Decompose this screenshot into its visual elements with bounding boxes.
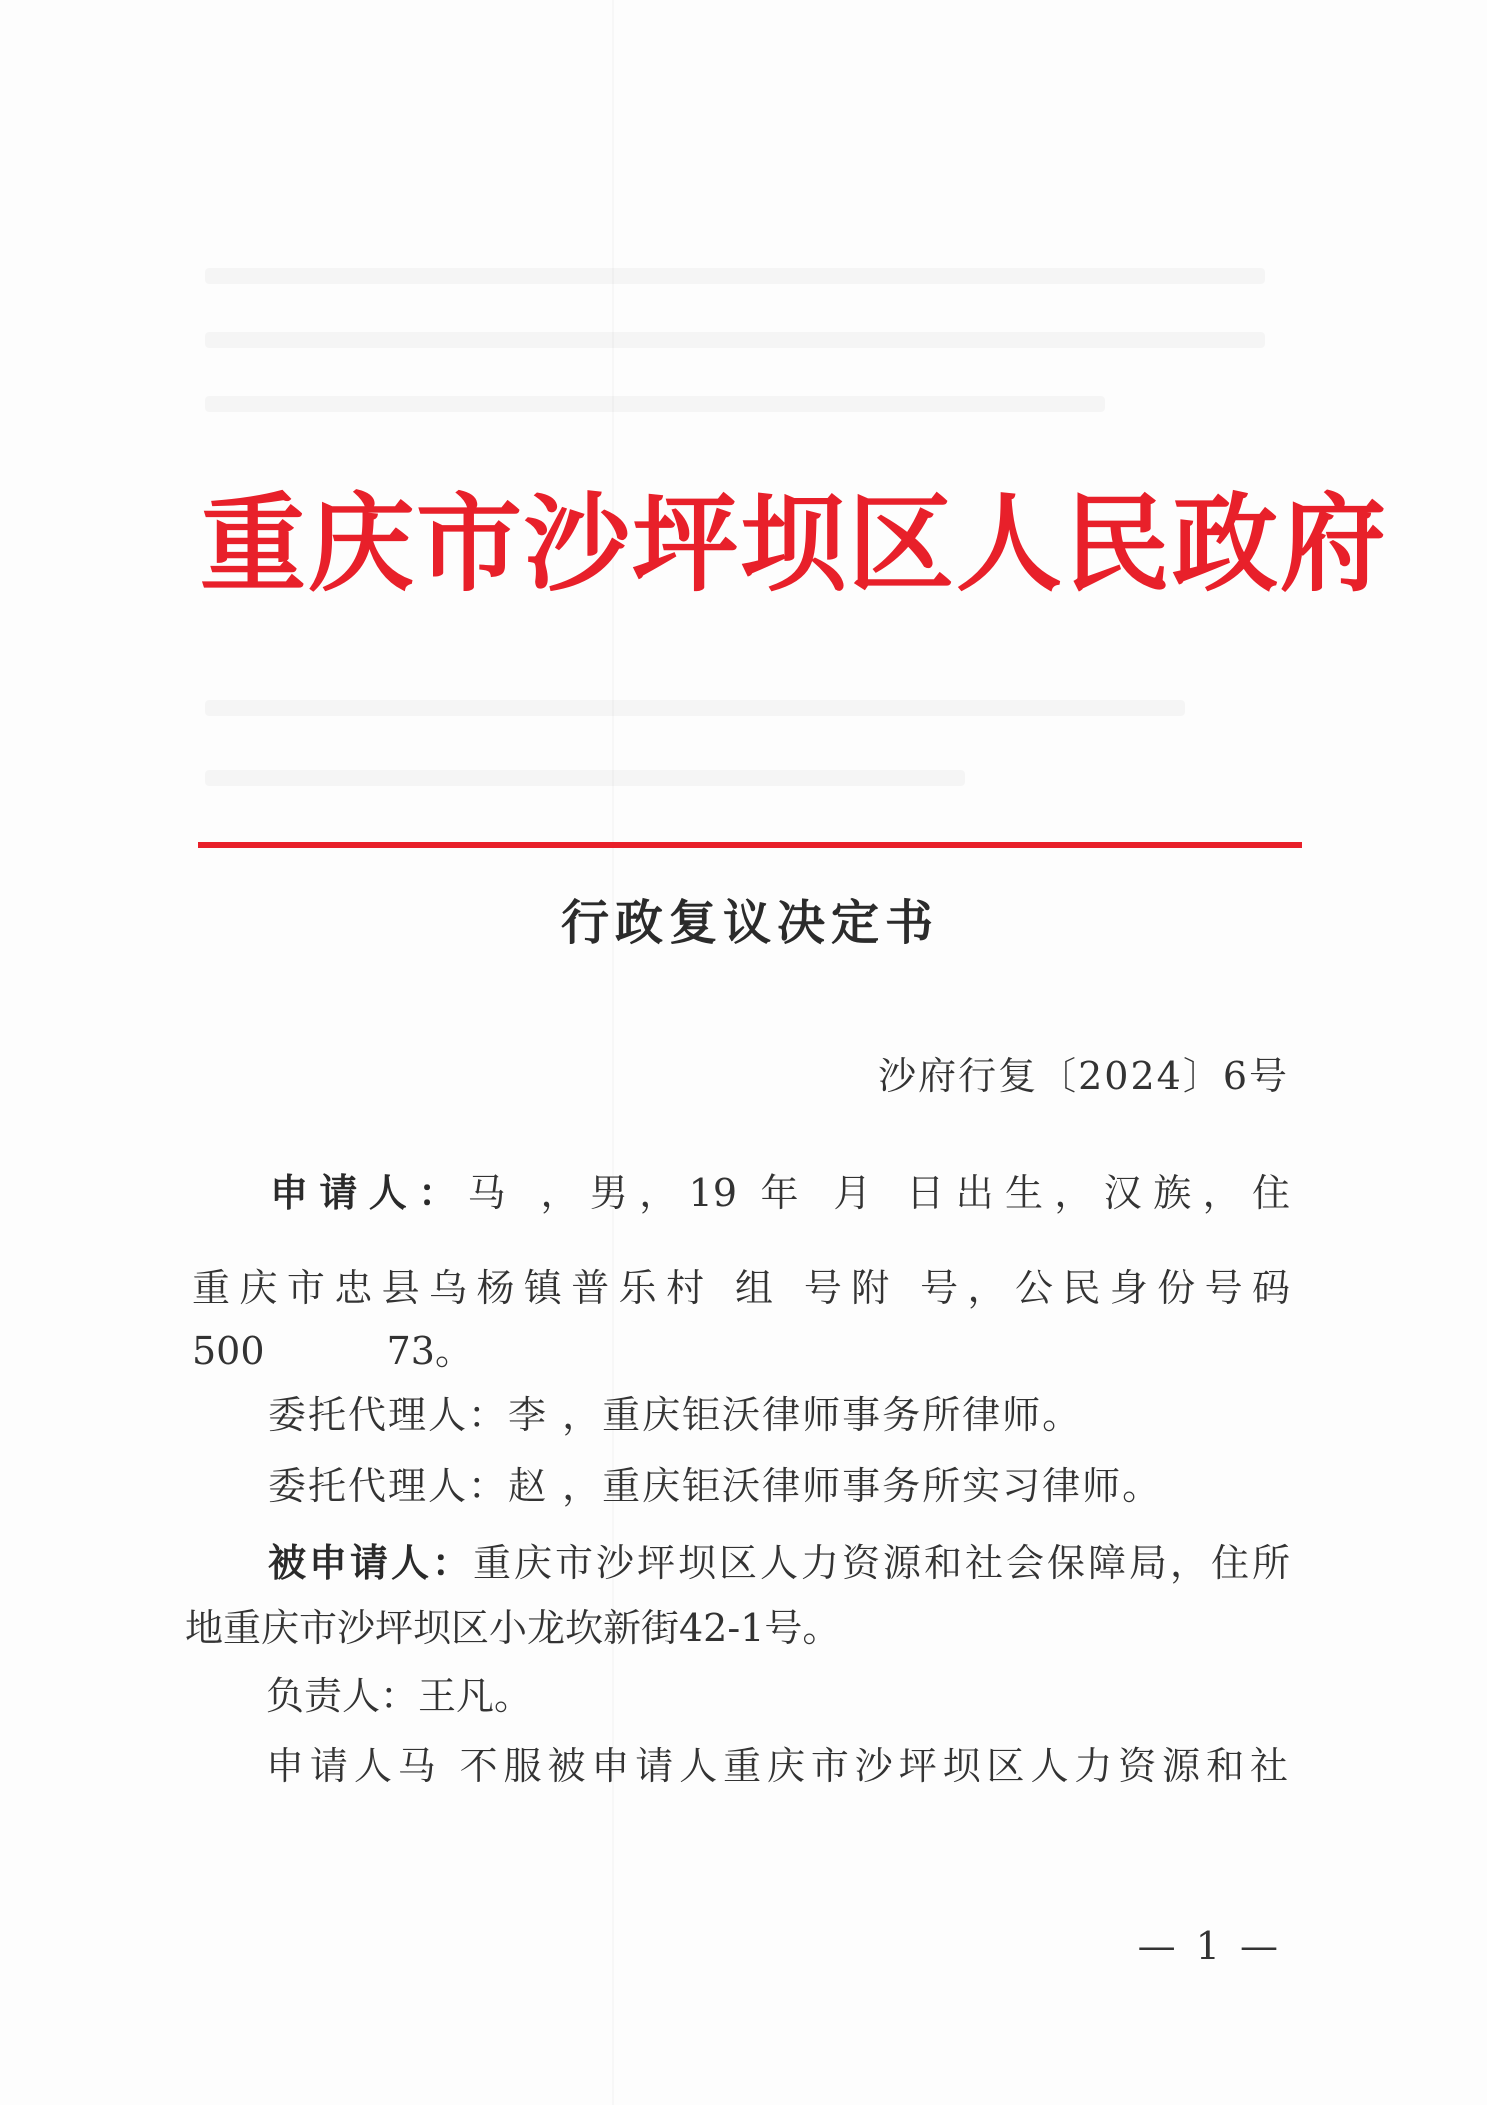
bleed-through-shadow <box>205 268 1265 284</box>
page-number: — 1 — <box>1137 1924 1282 1968</box>
respondent-details: 重庆市沙坪坝区人力资源和社会保障局，住所 <box>473 1541 1290 1585</box>
respondent-line-1 <box>268 1535 1290 1591</box>
applicant-line-2: 重庆市忠县乌杨镇普乐村 组 号附 号，公民身份号码 <box>192 1266 1290 1310</box>
agent-2: 委托代理人：赵 ，重庆钜沃律师事务所实习律师。 <box>268 1464 1163 1508</box>
applicant-details: 马 ，男，19 年 月 日出生，汉族，住 <box>467 1171 1290 1215</box>
respondent-line-2: 地重庆市沙坪坝区小龙坎新街42-1号。 <box>185 1606 841 1650</box>
red-separator-rule <box>198 842 1302 848</box>
bleed-through-shadow <box>205 332 1265 348</box>
respondent-label: 被申请人： <box>268 1541 473 1585</box>
document-number: 沙府行复〔2024〕6号 <box>878 1054 1289 1098</box>
bleed-through-shadow <box>205 396 1105 412</box>
body-paragraph-start: 申请人马 不服被申请人重庆市沙坪坝区人力资源和社 <box>266 1744 1290 1788</box>
applicant-line-3: 500 73。 <box>192 1329 473 1373</box>
bleed-through-shadow <box>205 770 965 786</box>
document-title: 行政复议决定书 <box>560 895 939 951</box>
bleed-through-shadow <box>205 700 1185 716</box>
issuer-masthead: 重庆市沙坪坝区人民政府 <box>200 483 1388 606</box>
applicant-label: 申请人： <box>270 1171 468 1215</box>
responsible-person: 负责人：王凡。 <box>266 1674 533 1718</box>
applicant-line-1 <box>270 1165 1290 1221</box>
agent-1: 委托代理人：李 ，重庆钜沃律师事务所律师。 <box>268 1393 1083 1437</box>
